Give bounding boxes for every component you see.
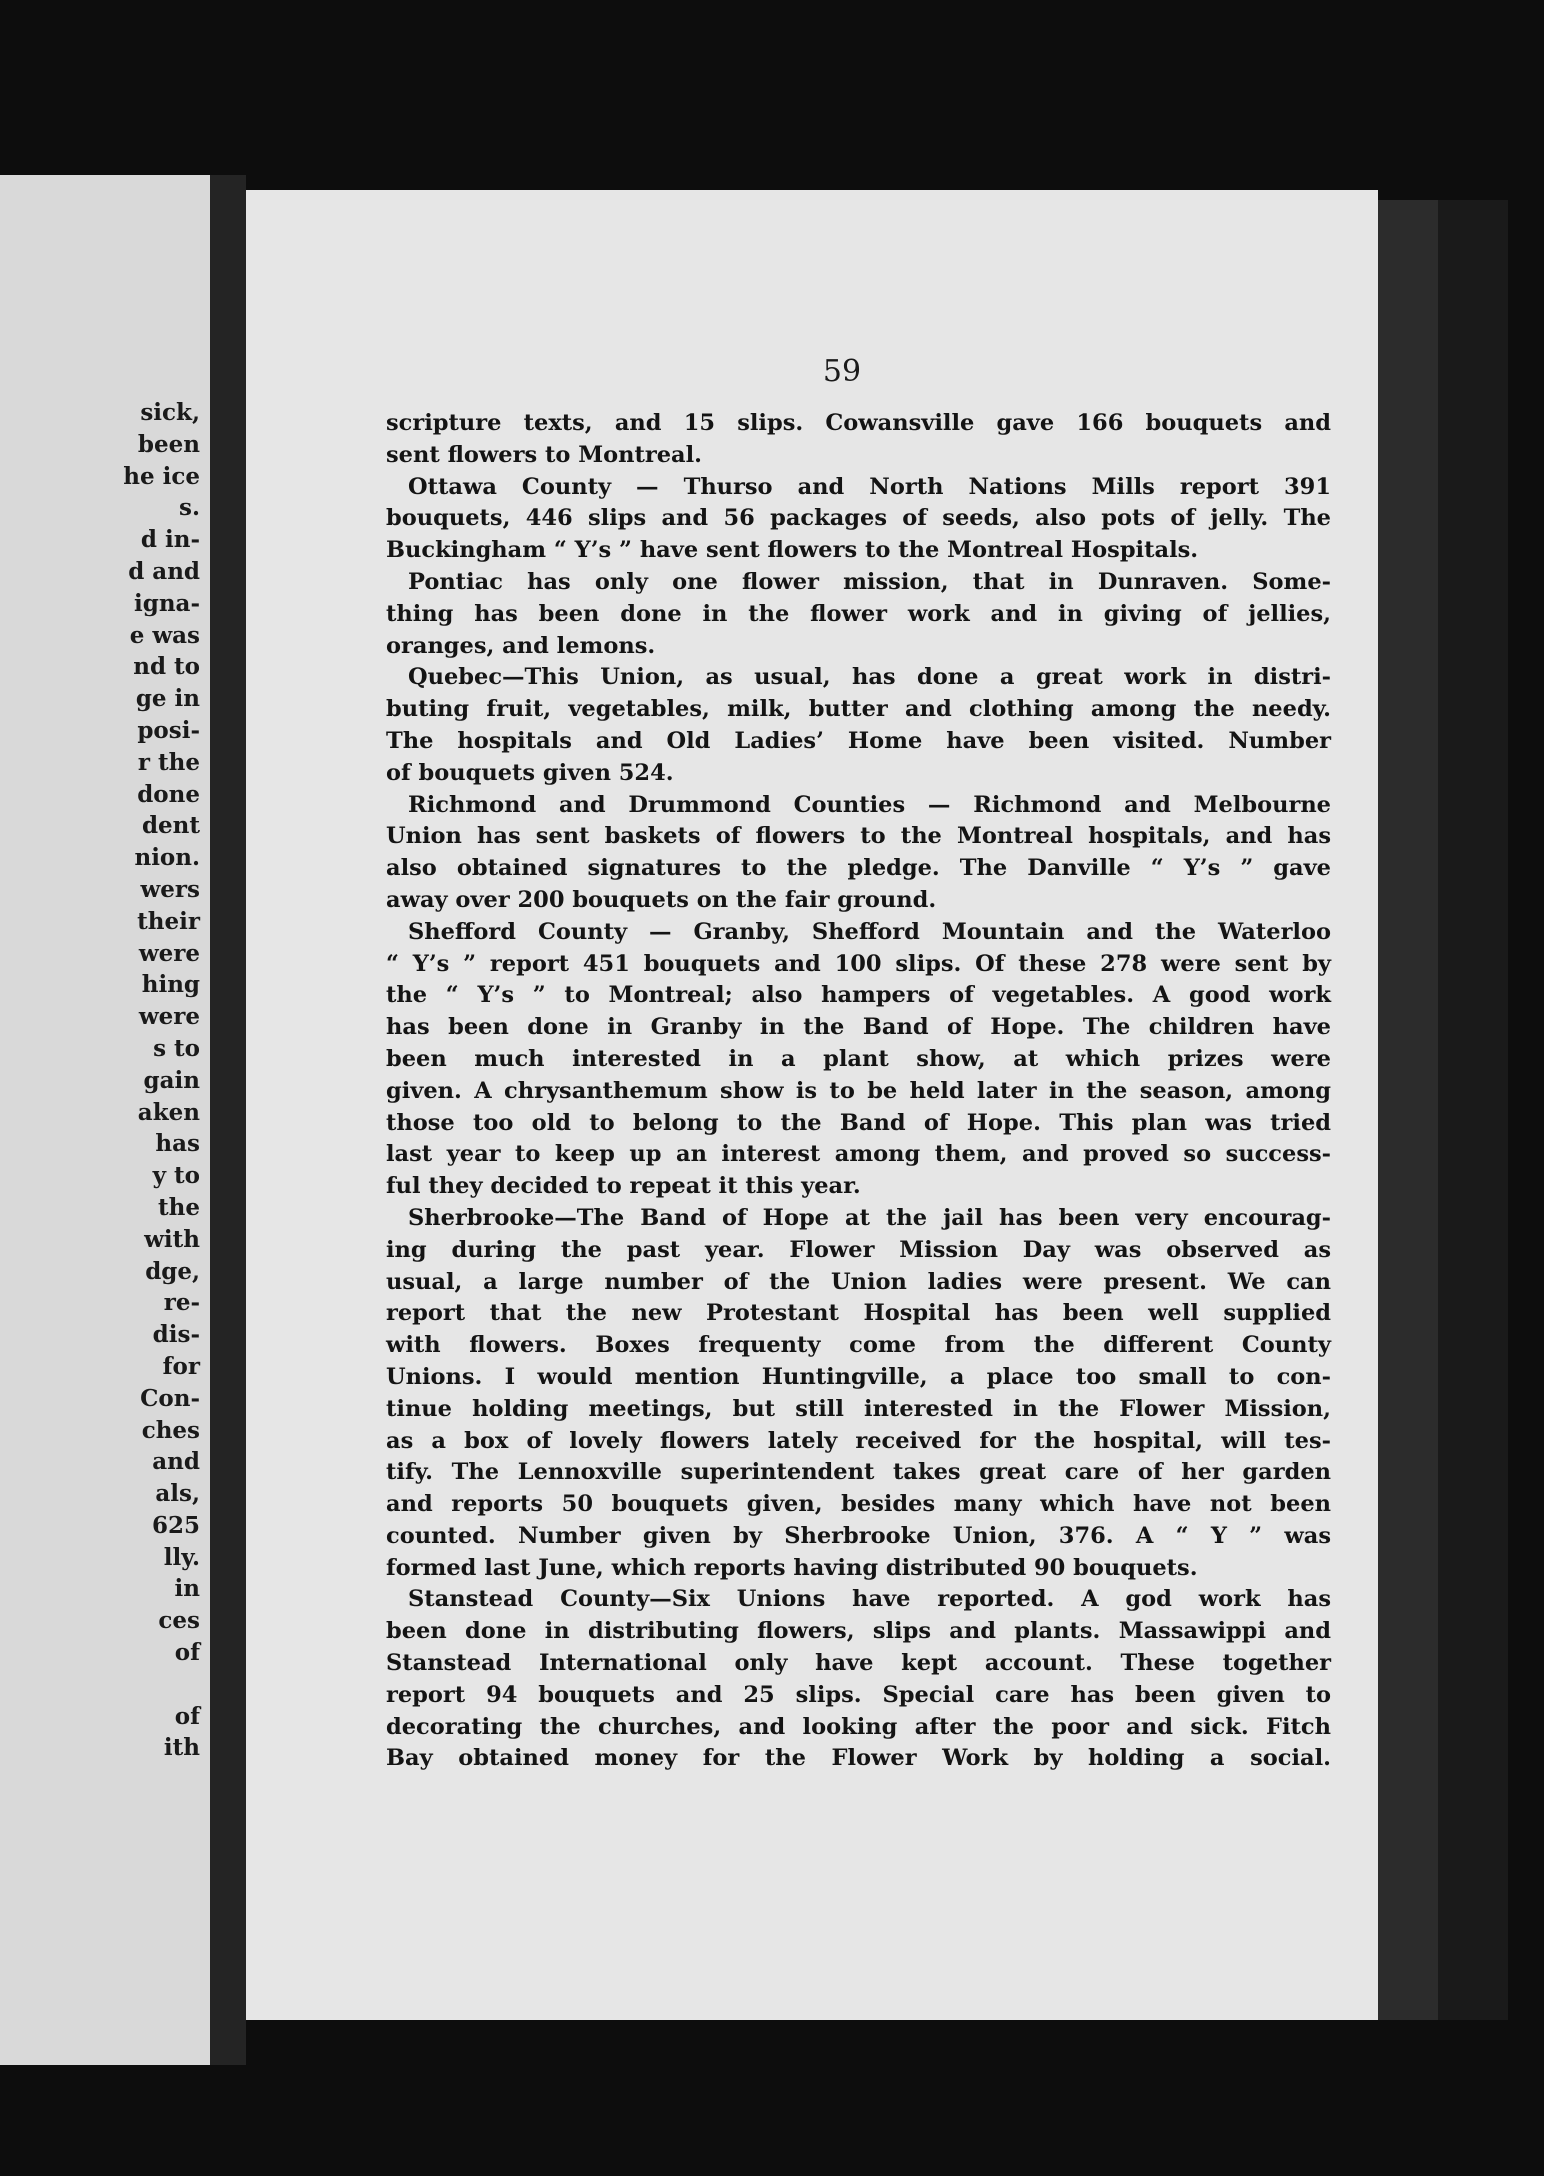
- text-line: Sherbrooke—The Band of Hope at the jail has been very encourag-: [408, 1204, 1331, 1231]
- left-fragment-line: Con-: [140, 1384, 200, 1412]
- text-line: with flowers. Boxes frequenty come from the different County: [386, 1332, 1331, 1359]
- text-line: sent flowers to Montreal.: [386, 441, 702, 468]
- body-text: [386, 408, 1331, 1775]
- text-line: also obtained signatures to the pledge. The Danville “ Y’s ” gave: [386, 855, 1331, 882]
- left-fragment-line: 625: [151, 1511, 200, 1539]
- text-line: ful they decided to repeat it this year.: [386, 1173, 861, 1200]
- left-fragment-line: ches: [141, 1416, 200, 1444]
- text-line: scripture texts, and 15 slips. Cowansville gave 166 bouquets and: [386, 410, 1331, 436]
- text-line: thing has been done in the flower work and in giving of jellies,: [386, 600, 1331, 627]
- left-fragment-line: d in-: [140, 526, 200, 554]
- text-line: bouquets, 446 slips and 56 packages of seeds, also pots of jelly. The: [386, 505, 1331, 532]
- left-fragment-line: [123, 1669, 200, 1701]
- left-fragment-line: of: [174, 1639, 200, 1667]
- left-fragment-line: of: [174, 1702, 200, 1730]
- left-fragment-line: nd to: [133, 653, 200, 681]
- left-fragment-line: re-: [163, 1289, 200, 1317]
- left-fragment-line: their: [137, 907, 200, 935]
- left-fragment-line: sick,: [140, 399, 200, 426]
- left-fragment-line: dent: [141, 812, 200, 840]
- text-line: away over 200 bouquets on the fair ground.: [386, 886, 937, 913]
- left-fragment-line: with: [144, 1225, 200, 1253]
- text-line: formed last June, which reports having distributed 90 bouquets.: [386, 1554, 1198, 1581]
- left-fragment-line: ge in: [135, 685, 200, 713]
- left-fragment-line: ith: [163, 1734, 200, 1762]
- left-fragment-line: and: [152, 1448, 200, 1476]
- text-line: usual, a large number of the Union ladies were present. We can: [386, 1268, 1331, 1295]
- left-fragment-line: were: [138, 939, 200, 967]
- book-gutter: [210, 175, 246, 2065]
- text-line: Quebec—This Union, as usual, has done a great work in distri-: [408, 664, 1331, 691]
- text-line: last year to keep up an interest among them, and proved so success-: [386, 1141, 1331, 1168]
- text-line: tify. The Lennoxville superintendent takes great care of her garden: [386, 1459, 1331, 1486]
- text-line: Bay obtained money for the Flower Work by holding a social.: [386, 1745, 1331, 1772]
- left-fragment-line: y to: [152, 1162, 200, 1190]
- left-fragment-line: r the: [137, 748, 200, 776]
- text-line: Shefford County — Granby, Shefford Mountain and the Waterloo: [408, 918, 1331, 945]
- left-fragment-line: aken: [137, 1098, 200, 1126]
- text-line: “ Y’s ” report 451 bouquets and 100 slips. Of these 278 were sent by: [386, 950, 1331, 977]
- left-fragment-line: in: [174, 1575, 200, 1603]
- left-fragment-line: s to: [153, 1034, 200, 1062]
- left-fragment-line: dge,: [145, 1257, 200, 1285]
- left-fragment-line: the: [158, 1193, 200, 1221]
- text-line: the “ Y’s ” to Montreal; also hampers of vegetables. A good work: [386, 982, 1331, 1009]
- left-page: [0, 175, 210, 2065]
- text-line: of bouquets given 524.: [386, 759, 674, 786]
- left-fragment-line: posi-: [137, 716, 200, 744]
- text-line: oranges, and lemons.: [386, 632, 656, 659]
- text-line: Unions. I would mention Huntingville, a place too small to con-: [386, 1363, 1331, 1390]
- left-fragment-line: has: [155, 1130, 200, 1158]
- page-edge-outer: [1438, 200, 1508, 2020]
- right-page: [246, 190, 1378, 2020]
- text-line: Richmond and Drummond Counties — Richmond and Melbourne: [408, 791, 1331, 818]
- left-fragment-line: he ice: [123, 462, 200, 490]
- text-line: Ottawa County — Thurso and North Nations Mills report 391: [408, 473, 1331, 500]
- page-number: 59: [822, 354, 862, 389]
- text-line: buting fruit, vegetables, milk, butter and clothing among the needy.: [386, 696, 1331, 723]
- left-page-text: [123, 397, 200, 1764]
- page-edge: [1378, 200, 1438, 2020]
- text-line: given. A chrysanthemum show is to be held later in the season, among: [386, 1077, 1331, 1104]
- left-fragment-line: been: [137, 430, 200, 458]
- text-line: Union has sent baskets of flowers to the Montreal hospitals, and has: [386, 823, 1331, 850]
- text-line: tinue holding meetings, but still interested in the Flower Mission,: [386, 1395, 1331, 1422]
- left-fragment-line: for: [162, 1352, 200, 1380]
- left-fragment-line: were: [138, 1003, 200, 1031]
- left-fragment-line: done: [137, 780, 200, 808]
- left-fragment-line: e was: [129, 621, 200, 649]
- text-line: has been done in Granby in the Band of Hope. The children have: [386, 1014, 1331, 1041]
- text-line: and reports 50 bouquets given, besides many which have not been: [386, 1491, 1331, 1518]
- left-fragment-line: dis-: [152, 1321, 200, 1349]
- left-fragment-line: nion.: [134, 844, 200, 872]
- left-fragment-line: s.: [179, 494, 200, 522]
- left-fragment-line: lly.: [163, 1543, 200, 1571]
- text-line: Stanstead County—Six Unions have reported. A god work has: [408, 1586, 1331, 1613]
- text-line: decorating the churches, and looking after the poor and sick. Fitch: [386, 1713, 1331, 1740]
- left-fragment-line: igna-: [134, 589, 200, 617]
- text-line: counted. Number given by Sherbrooke Union, 376. A “ Y ” was: [386, 1522, 1331, 1549]
- text-line: those too old to belong to the Band of Hope. This plan was tried: [386, 1109, 1331, 1136]
- left-fragment-line: hing: [141, 971, 200, 999]
- left-fragment-line: als,: [155, 1480, 200, 1508]
- text-line: The hospitals and Old Ladies’ Home have been visited. Number: [386, 727, 1331, 754]
- text-line: Stanstead International only have kept account. These together: [386, 1650, 1331, 1677]
- text-line: ing during the past year. Flower Mission Day was observed as: [386, 1236, 1331, 1263]
- text-line: report that the new Protestant Hospital has been well supplied: [386, 1300, 1331, 1327]
- text-line: been done in distributing flowers, slips and plants. Massawippi and: [386, 1618, 1331, 1645]
- left-fragment-line: gain: [143, 1066, 200, 1094]
- text-line: Pontiac has only one flower mission, that in Dunraven. Some-: [408, 568, 1331, 595]
- left-fragment-line: wers: [140, 875, 200, 903]
- left-fragment-line: ces: [158, 1607, 200, 1635]
- text-line: been much interested in a plant show, at which prizes were: [386, 1045, 1331, 1072]
- left-fragment-line: d and: [128, 557, 200, 585]
- text-line: Buckingham “ Y’s ” have sent flowers to the Montreal Hospitals.: [386, 537, 1199, 564]
- text-line: report 94 bouquets and 25 slips. Special care has been given to: [386, 1681, 1331, 1708]
- text-line: as a box of lovely flowers lately received for the hospital, will tes-: [386, 1427, 1331, 1454]
